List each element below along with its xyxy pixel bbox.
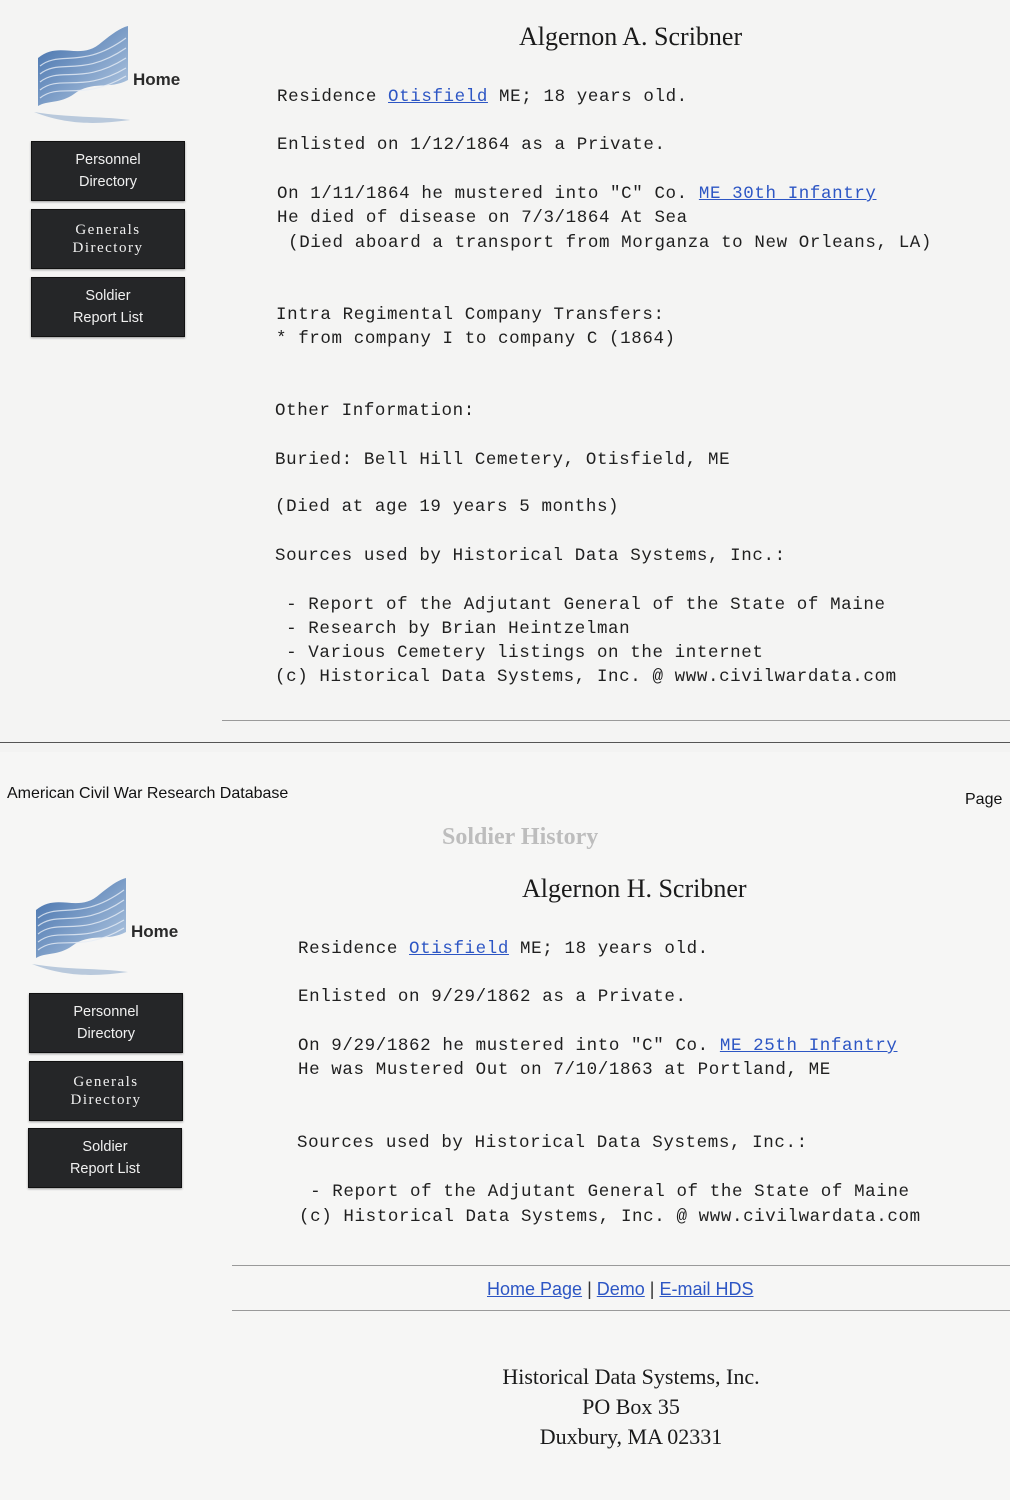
residence-town-link[interactable]: Otisfield <box>388 87 488 107</box>
personnel-directory-button[interactable] <box>31 141 185 201</box>
home-link[interactable]: Home <box>131 922 179 941</box>
separator: | <box>644 1279 660 1299</box>
mustered-prefix: On 9/29/1862 he mustered into "C" Co. <box>298 1036 720 1056</box>
personnel-line1: Personnel <box>73 1004 139 1020</box>
soldier-name: Algernon A. Scribner <box>519 22 743 51</box>
mustered-line <box>277 184 877 204</box>
mustered-line <box>298 1036 898 1056</box>
enlisted-line: Enlisted on 1/12/1864 as a Private. <box>277 135 666 155</box>
soldier-line1: Soldier <box>85 288 131 304</box>
bottom-page <box>0 752 1010 1500</box>
top-page <box>0 0 1010 745</box>
source-item: - Various Cemetery listings on the internet <box>275 643 764 663</box>
buried-line: Buried: Bell Hill Cemetery, Otisfield, ME <box>275 450 731 470</box>
other-info-heading: Other Information: <box>275 401 475 421</box>
flag-logo-icon <box>28 872 138 982</box>
generals-line1: Generals <box>75 222 141 238</box>
residence-suffix: ME; 18 years old. <box>508 939 709 959</box>
address-line: Duxbury, MA 02331 <box>539 1424 723 1449</box>
page-fold-divider <box>0 742 1010 743</box>
divider <box>232 1310 1010 1311</box>
divider <box>222 720 1010 721</box>
soldier-line2: Report List <box>69 1161 141 1177</box>
residence-line <box>298 939 709 959</box>
generals-line2: Directory <box>70 1092 142 1108</box>
flag-logo-icon <box>30 20 140 130</box>
home-link[interactable]: Home <box>133 70 181 89</box>
sources-heading: Sources used by Historical Data Systems, Inc.: <box>275 546 786 566</box>
regiment-link[interactable]: ME 30th Infantry <box>698 184 877 204</box>
transfer-item: * from company I to company C (1864) <box>276 329 676 349</box>
email-hds-link[interactable]: E-mail HDS <box>659 1279 754 1299</box>
soldier-report-list-button[interactable] <box>28 1128 182 1188</box>
soldier-line2: Report List <box>72 310 144 326</box>
enlisted-line: Enlisted on 9/29/1862 as a Private. <box>298 987 687 1007</box>
transfers-heading: Intra Regimental Company Transfers: <box>276 305 665 325</box>
generals-directory-button[interactable] <box>29 1061 183 1121</box>
address-block <box>431 1362 831 1452</box>
regiment-link[interactable]: ME 25th Infantry <box>719 1036 898 1056</box>
fate-note: (Died aboard a transport from Morganza to New Orleans, LA) <box>277 233 933 253</box>
generals-line2: Directory <box>72 240 144 256</box>
soldier-name: Algernon H. Scribner <box>522 874 747 903</box>
footer-nav <box>487 1279 753 1300</box>
fate-line: He died of disease on 7/3/1864 At Sea <box>277 208 688 228</box>
home-page-link[interactable]: Home Page <box>487 1279 583 1299</box>
personnel-line2: Directory <box>76 1026 135 1042</box>
soldier-report-list-button[interactable] <box>31 277 185 337</box>
divider <box>232 1265 1010 1266</box>
personnel-line2: Directory <box>78 174 137 190</box>
site-title: American Civil War Research Database <box>7 785 289 802</box>
residence-town-link[interactable]: Otisfield <box>409 939 509 959</box>
age-note: (Died at age 19 years 5 months) <box>275 497 620 517</box>
generals-directory-button[interactable] <box>31 209 185 269</box>
generals-line1: Generals <box>73 1074 139 1090</box>
personnel-line1: Personnel <box>75 152 141 168</box>
page-label: Page <box>965 791 1003 808</box>
mustered-prefix: On 1/11/1864 he mustered into "C" Co. <box>277 184 699 204</box>
copyright-line: (c) Historical Data Systems, Inc. @ www.civilwardata.com <box>275 667 897 687</box>
source-item: - Report of the Adjutant General of the State of Maine <box>275 595 886 615</box>
personnel-directory-button[interactable] <box>29 993 183 1053</box>
address-line: Historical Data Systems, Inc. <box>502 1364 760 1389</box>
residence-suffix: ME; 18 years old. <box>487 87 688 107</box>
source-item: - Report of the Adjutant General of the State of Maine <box>299 1182 910 1202</box>
address-line: PO Box 35 <box>582 1394 680 1419</box>
copyright-line: (c) Historical Data Systems, Inc. @ www.civilwardata.com <box>299 1207 921 1227</box>
residence-prefix: Residence <box>277 87 389 107</box>
sources-heading: Sources used by Historical Data Systems, Inc.: <box>297 1133 808 1153</box>
soldier-line1: Soldier <box>82 1139 128 1155</box>
fate-line: He was Mustered Out on 7/10/1863 at Portland, ME <box>298 1060 831 1080</box>
demo-link[interactable]: Demo <box>596 1279 645 1299</box>
separator: | <box>582 1279 597 1299</box>
source-item: - Research by Brian Heintzelman <box>275 619 631 639</box>
residence-prefix: Residence <box>298 939 410 959</box>
section-title: Soldier History <box>442 824 599 850</box>
residence-line <box>277 87 688 107</box>
